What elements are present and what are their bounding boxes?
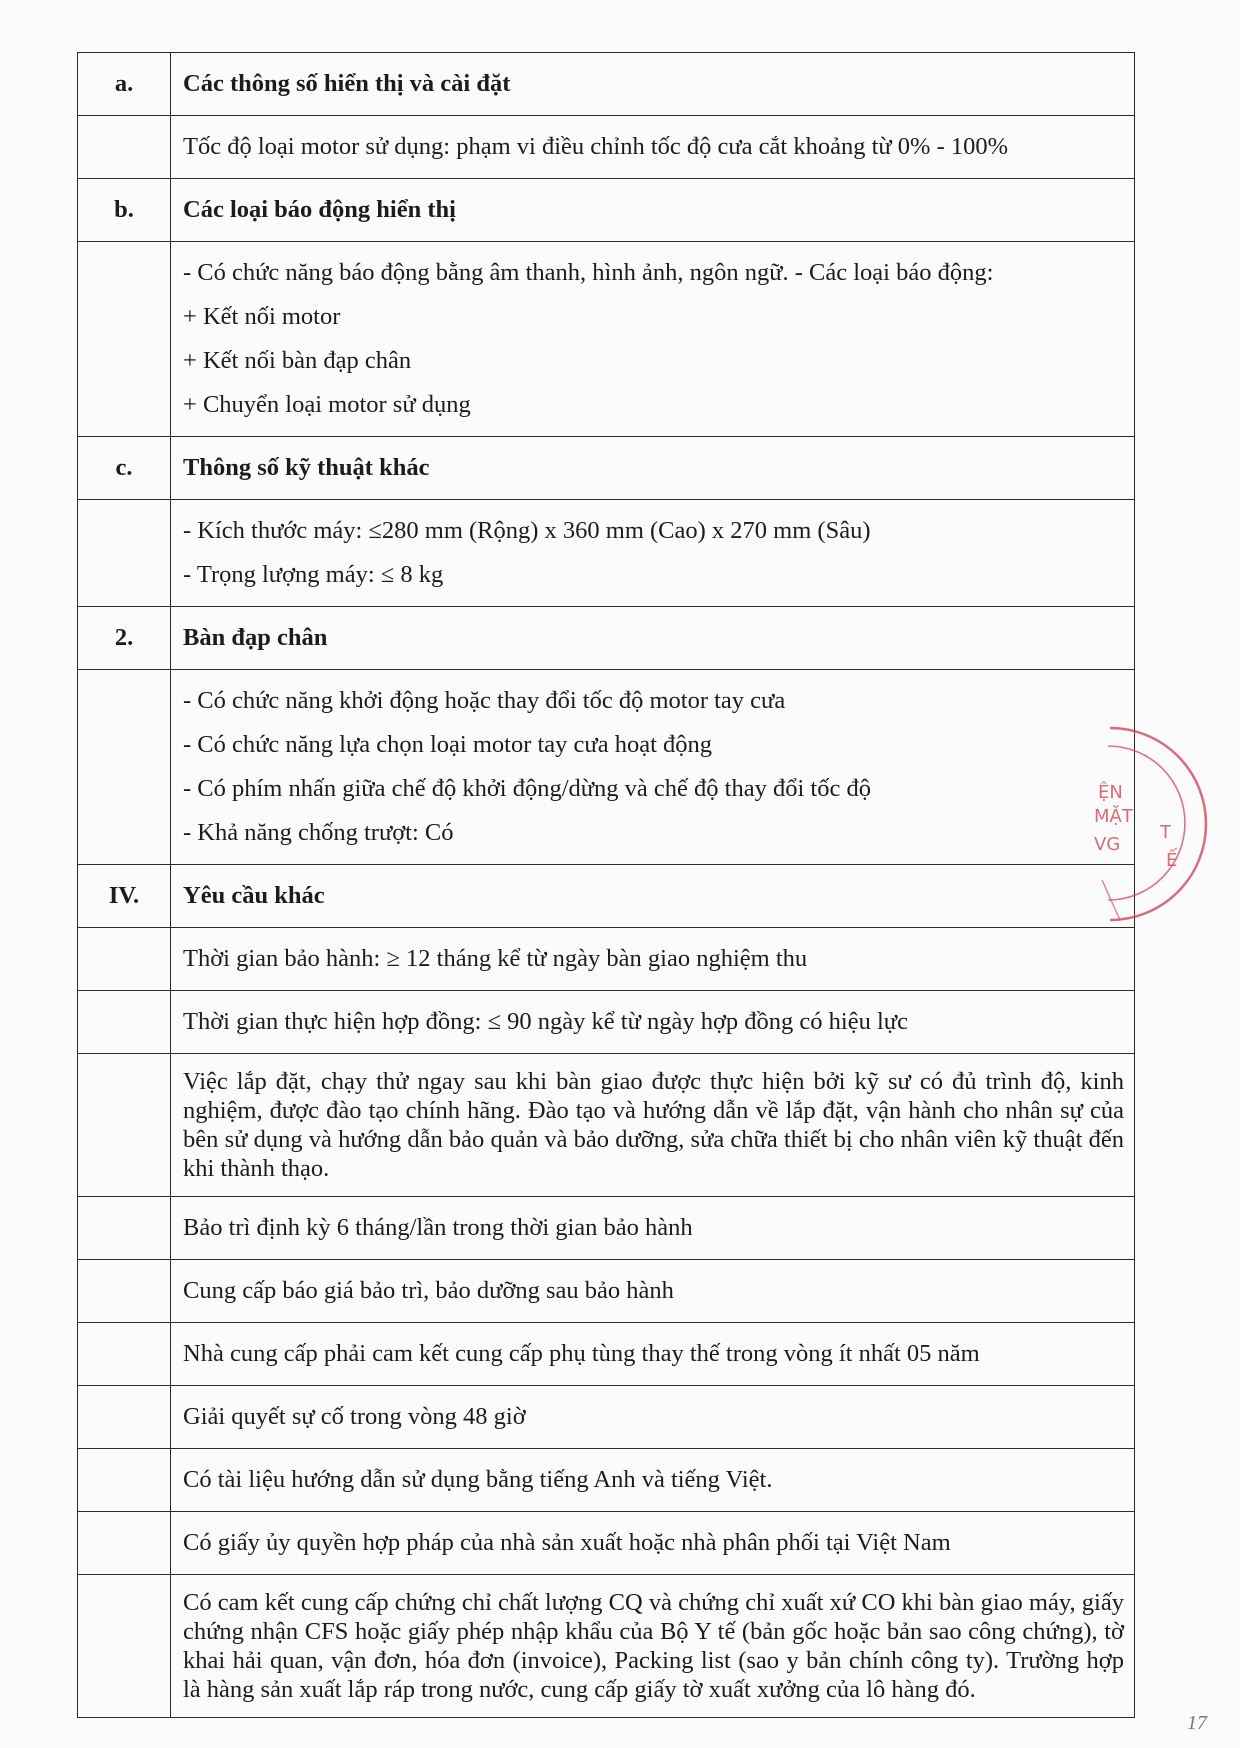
row-number — [78, 1054, 171, 1197]
row-number: a. — [78, 53, 171, 116]
content-line: Có tài liệu hướng dẫn sử dụng bằng tiếng Anh và tiếng Việt. — [183, 1466, 773, 1493]
row-number — [78, 928, 171, 991]
row-content — [171, 670, 1135, 865]
content-line: Có giấy ủy quyền hợp pháp của nhà sản xuất hoặc nhà phân phối tại Việt Nam — [183, 1529, 951, 1556]
content-line: - Kích thước máy: ≤280 mm (Rộng) x 360 mm (Cao) x 270 mm (Sâu) — [183, 517, 871, 544]
requirement-row — [78, 500, 1135, 607]
content-line: - Có chức năng lựa chọn loại motor tay cưa hoạt động — [183, 731, 713, 758]
content-line: Yêu cầu khác — [183, 882, 325, 909]
stamp-text-fragment: Ế — [1166, 850, 1178, 871]
content-line: - Trọng lượng máy: ≤ 8 kg — [183, 561, 444, 588]
requirement-row — [78, 1323, 1135, 1386]
page-number: 17 — [1187, 1712, 1207, 1734]
row-content — [171, 1323, 1135, 1386]
content-line: + Chuyển loại motor sử dụng — [183, 391, 471, 418]
requirement-row — [78, 670, 1135, 865]
stamp-text-fragment: T — [1160, 822, 1171, 843]
content-line: Thời gian thực hiện hợp đồng: ≤ 90 ngày kể từ ngày hợp đồng có hiệu lực — [183, 1008, 908, 1035]
spec-table — [77, 52, 1135, 1718]
row-number: IV. — [78, 865, 171, 928]
requirement-row — [78, 1575, 1135, 1718]
row-number — [78, 1512, 171, 1575]
content-line: Có cam kết cung cấp chứng chỉ chất lượng CQ và chứng chỉ xuất xứ CO khi bàn giao máy, giấy chứng nhận CFS hoặc giấy phép nhập khẩu của Bộ Y tế (bản gốc hoặc bản sao công chứng), tờ khai hải quan, vận đơn, hóa đơn (invoice), Packing list (sao y bản chính công ty). Trường hợp là hàng sản xuất lắp ráp trong nước, cung cấp giấy tờ xuất xưởng của lô hàng đó. — [183, 1589, 1124, 1703]
row-content — [171, 1575, 1135, 1718]
content-line: + Kết nối motor — [183, 303, 341, 330]
row-content — [171, 1260, 1135, 1323]
row-number: 2. — [78, 607, 171, 670]
requirement-row — [78, 1197, 1135, 1260]
requirement-row — [78, 242, 1135, 437]
section-heading-row — [78, 865, 1135, 928]
row-number: c. — [78, 437, 171, 500]
row-content — [171, 1386, 1135, 1449]
content-line: - Khả năng chống trượt: Có — [183, 819, 454, 846]
content-line: + Kết nối bàn đạp chân — [183, 347, 412, 374]
row-content — [171, 1054, 1135, 1197]
requirement-row — [78, 1512, 1135, 1575]
row-content — [171, 1197, 1135, 1260]
row-number — [78, 116, 171, 179]
content-line: Cung cấp báo giá bảo trì, bảo dưỡng sau bảo hành — [183, 1277, 674, 1304]
section-heading-row — [78, 179, 1135, 242]
row-number — [78, 1575, 171, 1718]
row-number — [78, 991, 171, 1054]
requirement-row — [78, 116, 1135, 179]
row-number — [78, 242, 171, 437]
content-line: - Có chức năng khởi động hoặc thay đổi tốc độ motor tay cưa — [183, 687, 786, 714]
content-line: Thời gian bảo hành: ≥ 12 tháng kể từ ngày bàn giao nghiệm thu — [183, 945, 808, 972]
content-line: Bàn đạp chân — [183, 624, 328, 651]
content-line: Thông số kỹ thuật khác — [183, 454, 430, 481]
section-title — [171, 53, 1135, 116]
row-number — [78, 1197, 171, 1260]
red-seal-stamp — [1080, 720, 1200, 940]
requirement-row — [78, 928, 1135, 991]
content-line: - Có chức năng báo động bằng âm thanh, hình ảnh, ngôn ngữ. - Các loại báo động: — [183, 259, 994, 286]
requirement-row — [78, 991, 1135, 1054]
row-number — [78, 670, 171, 865]
requirement-row — [78, 1054, 1135, 1197]
row-content — [171, 928, 1135, 991]
row-content — [171, 500, 1135, 607]
table-body — [78, 53, 1135, 1718]
stamp-text-fragment: MẶT — [1094, 806, 1133, 827]
row-content — [171, 116, 1135, 179]
requirement-row — [78, 1386, 1135, 1449]
requirement-row — [78, 1449, 1135, 1512]
section-title — [171, 179, 1135, 242]
row-content — [171, 1449, 1135, 1512]
row-content — [171, 242, 1135, 437]
content-line: Các thông số hiển thị và cài đặt — [183, 70, 511, 97]
row-number — [78, 1386, 171, 1449]
stamp-text-fragment: VG — [1094, 834, 1121, 855]
row-content — [171, 991, 1135, 1054]
content-line: Việc lắp đặt, chạy thử ngay sau khi bàn giao được thực hiện bởi kỹ sư có đủ trình độ, kinh nghiệm, được đào tạo chính hãng. Đào tạo và hướng dẫn về lắp đặt, vận hành cho nhân sự của bên sử dụng và hướng dẫn bảo quản và bảo dưỡng, sửa chữa thiết bị cho nhân viên kỹ thuật đến khi thành thạo. — [183, 1068, 1124, 1182]
stamp-text-fragment: ỆN — [1098, 782, 1123, 803]
requirement-row — [78, 1260, 1135, 1323]
row-number — [78, 1260, 171, 1323]
content-line: Nhà cung cấp phải cam kết cung cấp phụ tùng thay thế trong vòng ít nhất 05 năm — [183, 1340, 980, 1367]
section-heading-row — [78, 437, 1135, 500]
section-title — [171, 437, 1135, 500]
row-number — [78, 1449, 171, 1512]
row-number — [78, 1323, 171, 1386]
section-title — [171, 865, 1135, 928]
row-number — [78, 500, 171, 607]
content-line: Tốc độ loại motor sử dụng: phạm vi điều chỉnh tốc độ cưa cắt khoảng từ 0% - 100% — [183, 133, 1009, 160]
content-line: Các loại báo động hiển thị — [183, 196, 456, 223]
content-line: - Có phím nhấn giữa chế độ khởi động/dừng và chế độ thay đổi tốc độ — [183, 775, 871, 802]
row-number: b. — [78, 179, 171, 242]
section-heading-row — [78, 53, 1135, 116]
row-content — [171, 1512, 1135, 1575]
content-line: Bảo trì định kỳ 6 tháng/lần trong thời gian bảo hành — [183, 1214, 693, 1241]
content-line: Giải quyết sự cố trong vòng 48 giờ — [183, 1403, 526, 1430]
section-heading-row — [78, 607, 1135, 670]
section-title — [171, 607, 1135, 670]
